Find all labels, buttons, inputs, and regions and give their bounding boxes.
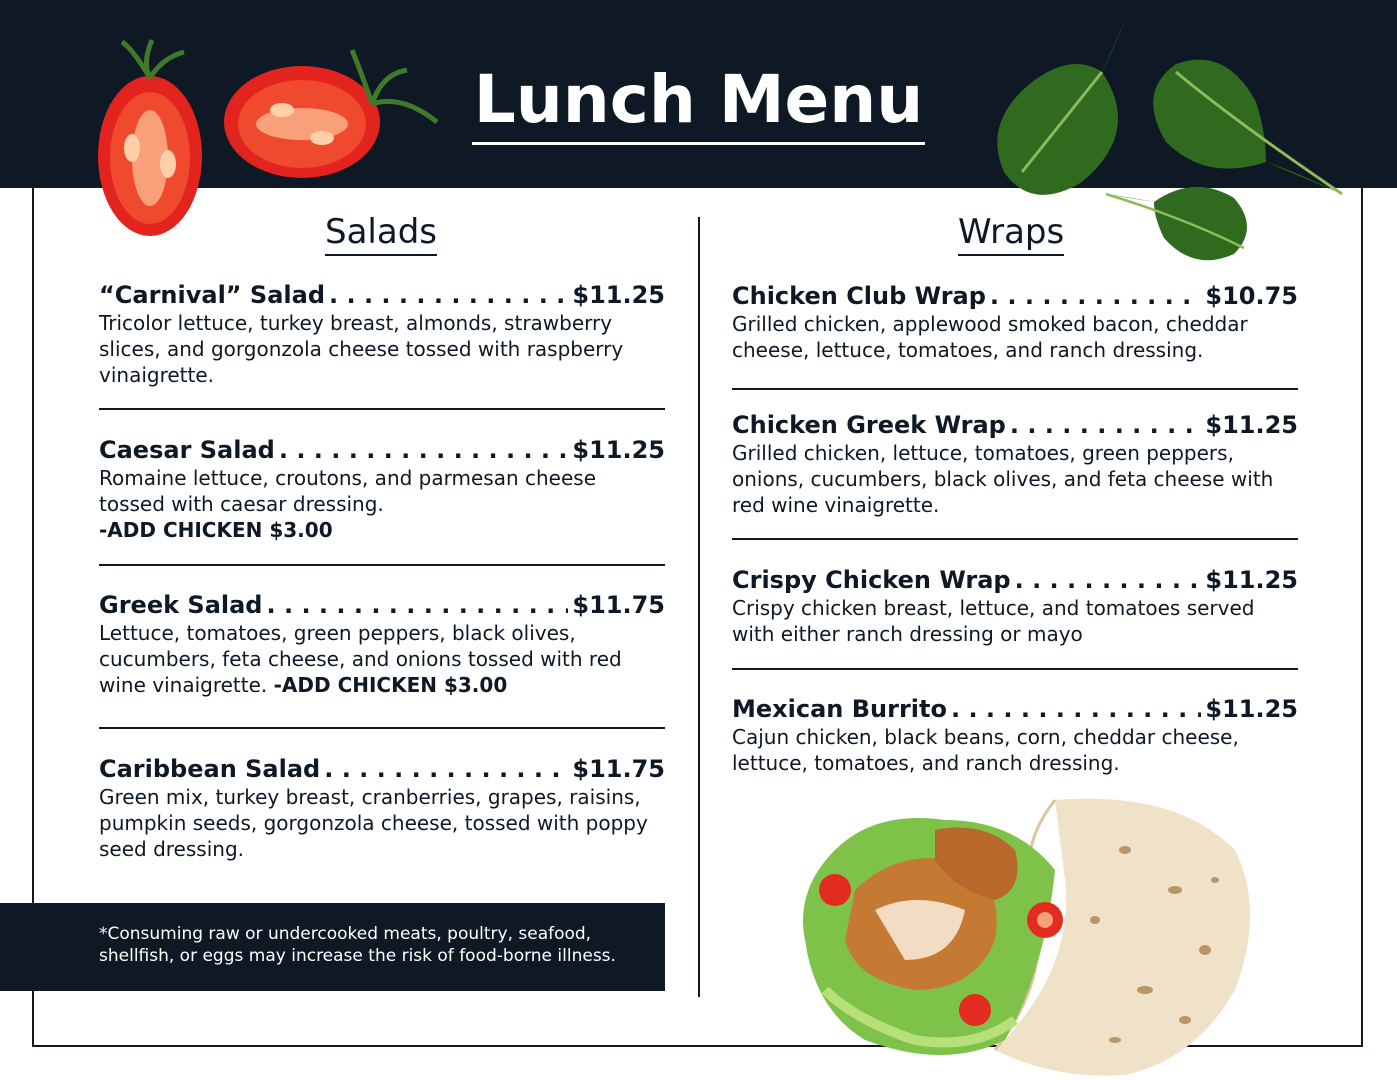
- dot-leader: [324, 754, 568, 784]
- item-description-text: Lettuce, tomatoes, green peppers, black olives, cucumbers, feta cheese, and onions tossed with red wine vinaigrette.: [99, 621, 622, 697]
- item-name: Mexican Burrito: [732, 695, 947, 723]
- item-addon: -ADD CHICKEN $3.00: [99, 518, 333, 542]
- menu-item: [99, 435, 665, 543]
- column-divider: [698, 217, 700, 997]
- salads-heading: Salads: [325, 212, 437, 256]
- item-price: $10.75: [1205, 282, 1298, 310]
- item-separator: [732, 538, 1298, 540]
- menu-item: [99, 754, 665, 862]
- chicken-wrap-image: [795, 790, 1255, 1080]
- dot-leader: [267, 590, 569, 620]
- item-name: Caesar Salad: [99, 436, 275, 464]
- item-description: Romaine lettuce, croutons, and parmesan cheese tossed with caesar dressing.: [99, 466, 596, 516]
- item-description: Grilled chicken, lettuce, tomatoes, green peppers, onions, cucumbers, black olives, and feta cheese with red wine vinaigrette.: [732, 441, 1274, 517]
- menu-item: [99, 280, 665, 388]
- menu-item: [732, 410, 1298, 518]
- item-description: Crispy chicken breast, lettuce, and tomatoes served with either ranch dressing or mayo: [732, 596, 1255, 646]
- item-name: Chicken Greek Wrap: [732, 411, 1006, 439]
- item-name: Crispy Chicken Wrap: [732, 566, 1011, 594]
- menu-item: [99, 590, 665, 698]
- item-separator: [99, 408, 665, 410]
- item-name: “Carnival” Salad: [99, 281, 326, 309]
- item-description: Tricolor lettuce, turkey breast, almonds, strawberry slices, and gorgonzola cheese tossed with raspberry vinaigrette.: [99, 311, 624, 387]
- item-separator: [99, 564, 665, 566]
- menu-item: [732, 694, 1298, 776]
- item-description: Green mix, turkey breast, cranberries, grapes, raisins, pumpkin seeds, gorgonzola cheese, tossed with poppy seed dressing.: [99, 785, 648, 861]
- item-price: $11.25: [572, 436, 665, 464]
- item-addon: -ADD CHICKEN $3.00: [273, 673, 508, 697]
- item-name: Chicken Club Wrap: [732, 282, 986, 310]
- item-separator: [732, 388, 1298, 390]
- item-price: $11.25: [1205, 695, 1298, 723]
- item-description: [99, 620, 665, 698]
- item-description: Cajun chicken, black beans, corn, cheddar cheese, lettuce, tomatoes, and ranch dressing.: [732, 725, 1239, 775]
- item-name: Greek Salad: [99, 591, 263, 619]
- dot-leader: [1015, 565, 1202, 595]
- menu-title: [0, 62, 1397, 145]
- menu-title-text: Lunch Menu: [472, 62, 926, 145]
- item-name: Caribbean Salad: [99, 755, 321, 783]
- menu-item: [732, 565, 1298, 647]
- wraps-heading: Wraps: [958, 212, 1064, 256]
- food-safety-notice: [0, 903, 665, 991]
- dot-leader: [951, 694, 1201, 724]
- dot-leader: [1010, 410, 1202, 440]
- item-price: $11.25: [1205, 411, 1298, 439]
- item-separator: [99, 727, 665, 729]
- menu-item: [732, 281, 1298, 363]
- item-description: Grilled chicken, applewood smoked bacon, cheddar cheese, lettuce, tomatoes, and ranch dressing.: [732, 312, 1248, 362]
- notice-text: *Consuming raw or undercooked meats, poultry, seafood, shellfish, or eggs may increase the risk of food-borne illness.: [99, 924, 616, 966]
- dot-leader: [329, 280, 568, 310]
- spinach-leaf-image: [1104, 178, 1250, 266]
- dot-leader: [279, 435, 569, 465]
- item-price: $11.75: [572, 755, 665, 783]
- item-price: $11.25: [1205, 566, 1298, 594]
- item-separator: [732, 668, 1298, 670]
- dot-leader: [990, 281, 1201, 311]
- item-price: $11.75: [572, 591, 665, 619]
- item-price: $11.25: [572, 281, 665, 309]
